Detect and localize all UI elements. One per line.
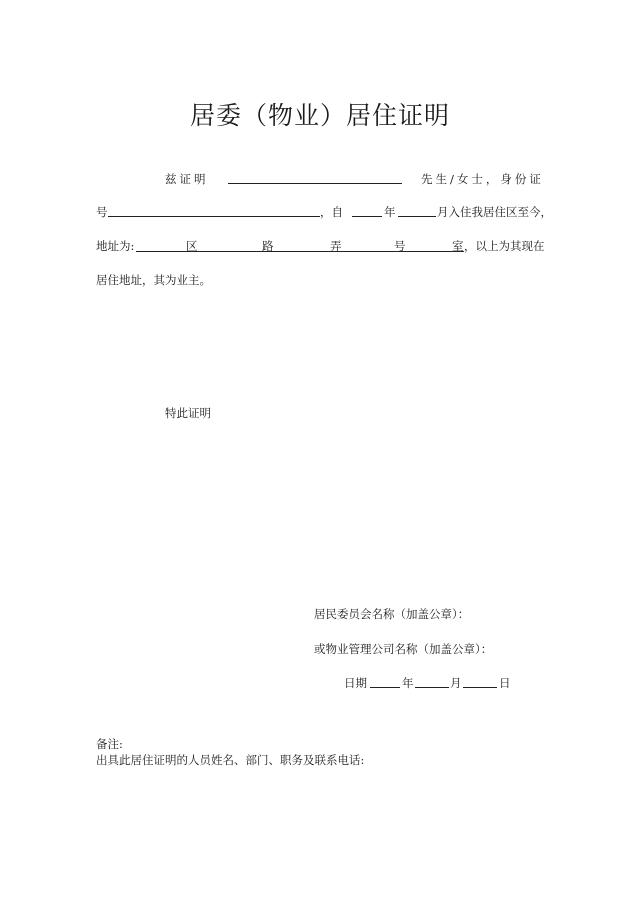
- name-blank[interactable]: [228, 183, 402, 184]
- date-month-blank[interactable]: [415, 687, 449, 688]
- address-tail: ，以上为其现在: [464, 239, 545, 253]
- month-blank[interactable]: [398, 216, 436, 217]
- page-title: 居委（物业）居住证明: [189, 101, 450, 130]
- remarks-label: 备注:: [96, 737, 123, 751]
- date-label: 日期: [344, 676, 367, 690]
- committee-name-label: 居民委员会名称（加盖公章）：: [314, 607, 470, 621]
- number-label: 号: [394, 239, 406, 253]
- date-year-label: 年: [402, 676, 414, 690]
- date-day-blank[interactable]: [463, 687, 497, 688]
- gender-id-label: 先生/女士，身份证: [421, 172, 544, 186]
- room-label: 室: [452, 239, 464, 253]
- date-day-label: 日: [499, 676, 511, 690]
- id-number-label: 号: [96, 205, 108, 219]
- certify-prefix: 兹证明: [165, 172, 209, 186]
- year-blank[interactable]: [352, 216, 382, 217]
- from-label: ，自: [320, 205, 343, 219]
- id-number-blank[interactable]: [108, 216, 320, 217]
- address-label: 地址为:: [96, 239, 135, 253]
- date-month-label: 月: [450, 676, 462, 690]
- year-label: 年: [384, 205, 396, 219]
- property-company-label: 或物业管理公司名称（加盖公章）：: [314, 642, 493, 656]
- district-label: 区: [186, 239, 198, 253]
- owner-statement: 居住地址，其为业主。: [96, 273, 211, 287]
- lane-label: 弄: [330, 239, 342, 253]
- remarks-text: 出具此居住证明的人员姓名、部门、职务及联系电话:: [96, 753, 365, 767]
- road-label: 路: [262, 239, 274, 253]
- move-in-text: 月入住我居住区至今，: [437, 205, 552, 219]
- certify-text: 特此证明: [165, 406, 211, 420]
- date-year-blank[interactable]: [370, 687, 400, 688]
